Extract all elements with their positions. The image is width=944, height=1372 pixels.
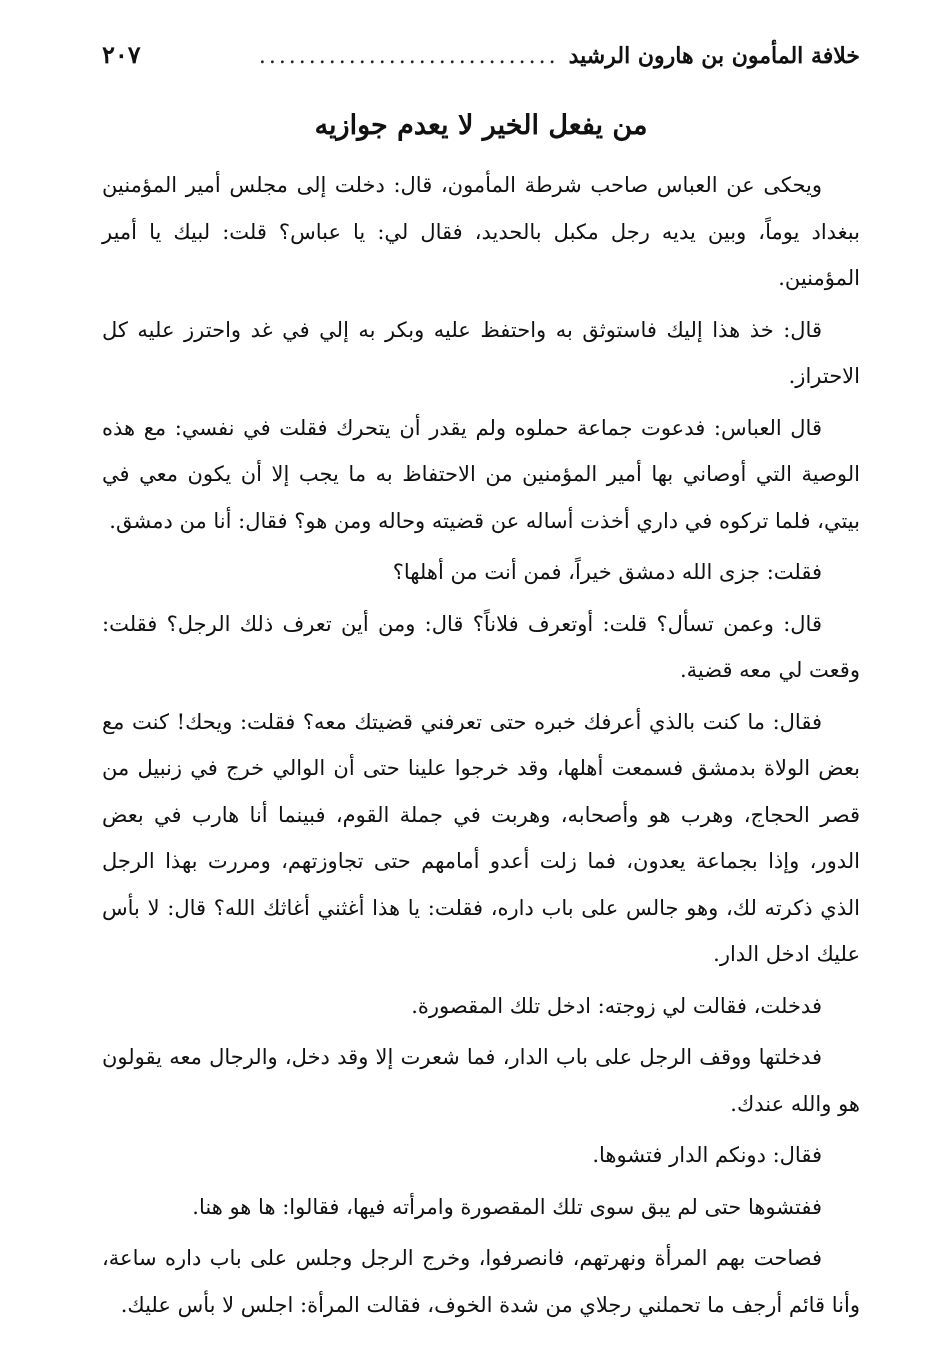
paragraph: فقال: دونكم الدار فتشوها.	[592, 1143, 822, 1167]
running-header	[102, 40, 860, 84]
paragraph: فقلت: جزى الله دمشق خيراً، فمن أنت من أهلها؟	[392, 560, 822, 584]
paragraph: فدخلتها ووقف الرجل على باب الدار، فما شعرت إلا وقد دخل، والرجال معه يقولون هو والله عندك.	[102, 1045, 860, 1116]
paragraph: فقال: ما كنت بالذي أعرفك خبره حتى تعرفني قضيتك معه؟ فقلت: ويحك! كنت مع بعض الولاة بدمشق فسمعت أهلها، وقد خرجوا علينا حتى أن الوالي خرج في زنبيل من قصر الحجاج، وهرب هو وأصحابه، وهربت في جملة القوم، فبينما أنا هارب في بعض الدور، وإذا بجماعة يعدون، فما زلت أعدو أمامهم حتى تجاوزتهم، ومررت بهذا الرجل الذي ذكرته لك، وهو جالس على باب داره، فقلت: يا هذا أغثني أغاثك الله؟ قال: لا بأس عليك ادخل الدار.	[102, 709, 860, 966]
dotted-leader: ..............................	[258, 44, 559, 69]
paragraph: فدخلت، فقالت لي زوجته: ادخل تلك المقصورة.	[411, 993, 822, 1018]
paragraph: قال: خذ هذا إليك فاستوثق به واحتفظ عليه وبكر به إلي في غد واحترز عليه كل الاحتراز.	[102, 317, 860, 388]
paragraph: فصاحت بهم المرأة ونهرتهم، فانصرفوا، وخرج الرجل وجلس على باب داره ساعة، وأنا قائم أرجف ما تحملني رجلاي من شدة الخوف، فقالت المرأة: اجلس لا بأس عليك.	[102, 1246, 860, 1317]
running-title: خلافة المأمون بن هارون الرشيد	[568, 43, 860, 69]
paragraph: قال: وعمن تسأل؟ قلت: أوتعرف فلاناً؟ قال: ومن أين تعرف ذلك الرجل؟ فقلت: وقعت لي معه قضية.	[102, 611, 860, 682]
page-number: ٢٠٧	[102, 40, 141, 69]
chapter-title: من يفعل الخير لا يعدم جوازيه	[314, 110, 648, 141]
paragraph: قال العباس: فدعوت جماعة حملوه ولم يقدر أن يتحرك فقلت في نفسي: مع هذه الوصية التي أوصاني بها أمير المؤمنين من الاحتفاظ به ما يجب إلا أن يكون معي في بيتي، فلما تركوه في داري أخذت أساله عن قضيته وحاله ومن هو؟ فقال: أنا من دمشق.	[102, 415, 860, 533]
body-text	[102, 162, 860, 1328]
paragraph: ففتشوها حتى لم يبق سوى تلك المقصورة وامرأته فيها، فقالوا: ها هو هنا.	[192, 1194, 822, 1219]
paragraph: ويحكى عن العباس صاحب شرطة المأمون، قال: دخلت إلى مجلس أمير المؤمنين ببغداد يوماً، وبين يديه رجل مكبل بالحديد، فقال لي: يا عباس؟ قلت: لبيك يا أمير المؤمنين.	[102, 173, 860, 290]
